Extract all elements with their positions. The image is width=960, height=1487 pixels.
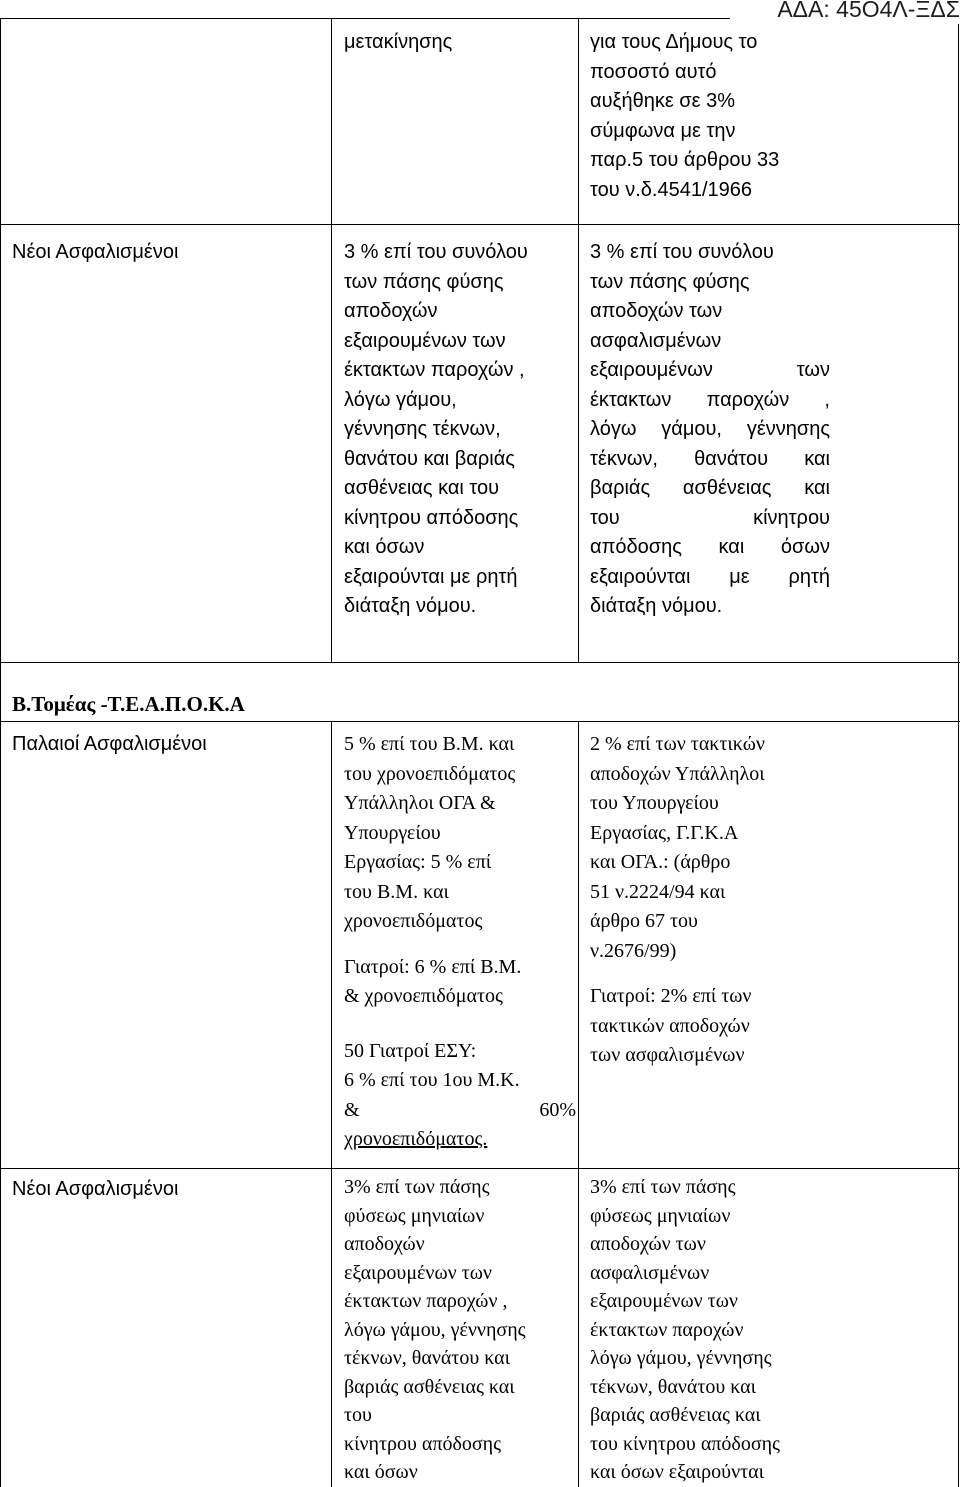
text-line: εξαιρουμένων των	[344, 329, 506, 352]
top-row-col3	[590, 28, 835, 205]
old-insured-label	[12, 730, 322, 760]
text-line: κίνητρου απόδοσης	[344, 1432, 502, 1455]
text-line: 2 % επί των τακτικών	[590, 733, 765, 755]
spacer	[344, 1012, 576, 1037]
text-line: εξαιρουμένων των	[590, 359, 830, 381]
text-line: Εργασίας, Γ.Γ.Κ.Α	[590, 821, 739, 844]
text-line: αποδοχών Υπάλληλοι	[590, 762, 765, 785]
text-line: φύσεως μηνιαίων	[590, 1204, 731, 1227]
text-line: ασφαλισμένων	[590, 329, 722, 352]
text-line: του Β.Μ. και	[344, 880, 449, 903]
old-insured-col2	[344, 730, 576, 1155]
text-line: και ΟΓΑ.: (άρθρο	[590, 851, 731, 873]
text-line: φύσεως μηνιαίων	[344, 1204, 485, 1227]
top-row-col2	[344, 28, 574, 58]
text-line: του κίνητρου	[590, 506, 830, 529]
text-line: έκτακτων παροχών ,	[590, 388, 830, 411]
text-line: διάταξη νόμου.	[344, 595, 477, 617]
table-border-right	[958, 18, 959, 1487]
text-line: & χρονοεπιδόματος	[344, 985, 503, 1007]
text-line: του Υπουργείου	[590, 792, 719, 814]
new-insured-a-label	[12, 238, 322, 268]
text-line: 3 % επί του συνόλου	[590, 241, 774, 263]
new-insured-b-col3	[590, 1173, 835, 1487]
section-title: Β.Τομέας -Τ.Ε.Α.Π.Ο.Κ.Α	[12, 692, 245, 716]
text-line: ασφαλισμένων	[590, 1261, 710, 1284]
text-line: εξαιρούνται με ρητή	[344, 565, 518, 588]
text-line: παρ.5 του άρθρου 33	[590, 149, 780, 171]
row-label: Νέοι Ασφαλισμένοι	[12, 1178, 179, 1200]
text-line: των πάσης φύσης	[344, 270, 504, 293]
text-line: τακτικών αποδοχών	[590, 1014, 750, 1037]
new-insured-a-col3	[590, 238, 830, 622]
text-line: ποσοστό αυτό	[590, 60, 717, 83]
text-line: βαριάς ασθένειας και	[344, 1375, 515, 1398]
table-column-divider	[331, 721, 332, 1487]
text-line: άρθρο 67 του	[590, 910, 698, 932]
text-line: του ν.δ.4541/1966	[590, 178, 753, 201]
text-line: αυξήθηκε σε 3%	[590, 90, 736, 112]
table-column-divider	[578, 18, 579, 662]
text-line: έκτακτων παροχών ,	[344, 1290, 508, 1312]
text-line: και όσων	[344, 536, 425, 558]
text-line: απόδοσης και όσων	[590, 536, 830, 558]
spacer	[590, 966, 835, 982]
new-insured-b-col2	[344, 1173, 576, 1487]
text-line: του κίνητρου απόδοσης	[590, 1432, 780, 1455]
text-line: 5 % επί του Β.Μ. και	[344, 733, 515, 755]
table-column-divider	[331, 18, 332, 662]
text-line: ν.2676/99)	[590, 939, 677, 962]
text-line: έκτακτων παροχών ,	[344, 359, 525, 381]
text-line: του	[344, 1404, 372, 1426]
text-line: τέκνων, θανάτου και	[590, 447, 830, 470]
text-line: βαριάς ασθένειας και	[590, 477, 830, 499]
text-line: αποδοχών των	[590, 1233, 706, 1255]
text-line: γέννησης τέκνων,	[344, 418, 501, 440]
text-line: 3 % επί του συνόλου	[344, 241, 528, 263]
text-line: 50 Γιατροί ΕΣΥ:	[344, 1039, 477, 1062]
text-line: τέκνων, θανάτου και	[590, 1375, 757, 1398]
text-line: λόγω γάμου, γέννησης	[590, 418, 830, 440]
old-insured-col3	[590, 730, 835, 1071]
text-line: 51 ν.2224/94 και	[590, 880, 726, 903]
text-line: κίνητρου απόδοσης	[344, 506, 519, 529]
row-label: Παλαιοί Ασφαλισμένοι	[12, 733, 207, 755]
row-label: Νέοι Ασφαλισμένοι	[12, 241, 179, 263]
text-line: χρονοεπιδόματος.	[344, 1128, 488, 1150]
text-line: και όσων εξαιρούνται	[590, 1461, 765, 1483]
text-line: λόγω γάμου, γέννησης	[344, 1318, 526, 1341]
text-line: των πάσης φύσης	[590, 270, 750, 293]
text-line: τέκνων, θανάτου και	[344, 1347, 511, 1369]
text-line: θανάτου και βαριάς	[344, 447, 515, 470]
table-column-divider	[578, 721, 579, 1487]
text-line: χρονοεπιδόματος	[344, 910, 483, 932]
text-line: Υπουργείου	[344, 821, 441, 844]
text-line: βαριάς ασθένειας και	[590, 1404, 761, 1426]
text-line: του χρονοεπιδόματος	[344, 762, 516, 785]
text-line: αποδοχών	[344, 1233, 425, 1255]
text-line: εξαιρουμένων των	[590, 1290, 738, 1312]
text-line: αποδοχών	[344, 300, 438, 322]
text-line: & 60%	[344, 1098, 576, 1121]
text-line: 3% επί των πάσης	[590, 1176, 736, 1198]
text-line: εξαιρουμένων των	[344, 1261, 492, 1284]
spacer	[344, 937, 576, 953]
text-line: διάταξη νόμου.	[590, 595, 723, 617]
text-line: εξαιρούνται με ρητή	[590, 565, 830, 588]
text-line: Γιατροί: 2% επί των	[590, 985, 752, 1007]
text-line: σύμφωνα με την	[590, 119, 736, 142]
text-line: Γιατροί: 6 % επί Β.Μ.	[344, 955, 522, 978]
text-line: των ασφαλισμένων	[590, 1044, 745, 1066]
text-line: αποδοχών των	[590, 300, 723, 322]
section-b-title	[12, 690, 612, 720]
text-line: 3% επί των πάσης	[344, 1176, 490, 1198]
table-row-divider	[0, 721, 960, 722]
text-line: λόγω γάμου,	[344, 388, 457, 411]
top-row-col2-text: μετακίνησης	[344, 31, 453, 53]
table-row-divider	[0, 662, 960, 663]
new-insured-b-label	[12, 1175, 322, 1205]
table-border-left	[0, 18, 1, 1487]
text-line: λόγω γάμου, γέννησης	[590, 1347, 772, 1369]
text-line: 6 % επί του 1ου Μ.Κ.	[344, 1069, 520, 1091]
text-line: και όσων	[344, 1461, 418, 1483]
table-row-divider	[0, 224, 960, 225]
new-insured-a-col2	[344, 238, 574, 622]
text-line: Εργασίας: 5 % επί	[344, 851, 492, 873]
text-line: Υπάλληλοι ΟΓΑ &	[344, 792, 496, 814]
table-row-divider	[0, 1168, 960, 1169]
text-line: ασθένειας και του	[344, 477, 500, 499]
text-line: έκτακτων παροχών	[590, 1318, 744, 1341]
text-line: για τους Δήμους το	[590, 31, 758, 53]
ada-code: ΑΔΑ: 45Ο4Λ-ΞΔΣ	[730, 0, 960, 24]
